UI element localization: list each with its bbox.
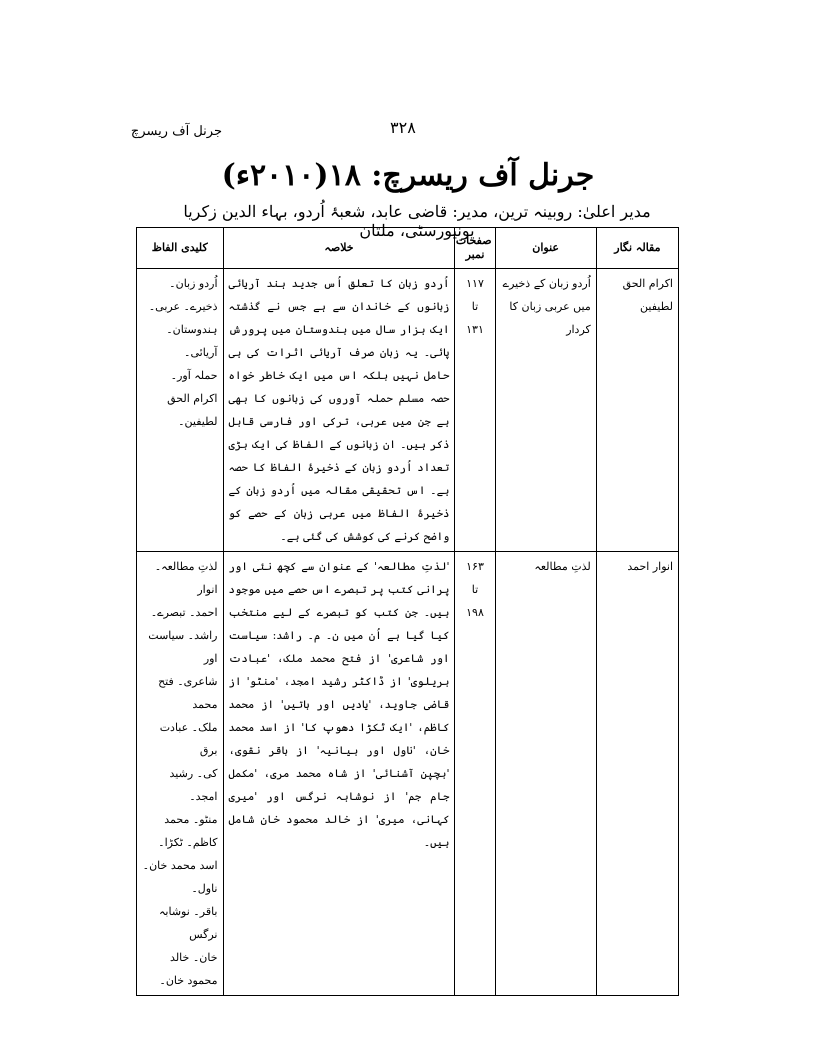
header-author: مقالہ نگار (596, 228, 678, 269)
keyword: احمد۔ تبصرے۔ (150, 606, 218, 619)
author-cell: اکرام الحق لطیفین (596, 269, 678, 552)
keyword: باقر۔ نوشابہ نرگس (158, 905, 218, 941)
page-start: ۱۱۷ (466, 277, 484, 290)
keyword: ہندوستان۔ آریائی۔ (166, 323, 218, 359)
keywords-cell (137, 269, 224, 552)
keyword: لذتِ مطالعہ۔ انوار (154, 560, 218, 596)
table-row (137, 269, 679, 552)
keyword: اکرام الحق لطیفین۔ (167, 392, 218, 428)
editorial-line: مدیر اعلیٰ: روبینہ ترین، مدیر: قاضی عابد، شعبۂ اُردو، بہاء الدین زکریا یونیورسٹی، ملتان (183, 202, 651, 240)
keyword: شاعری۔ فتح محمد (158, 675, 218, 711)
articles-table (136, 227, 679, 996)
summary-cell: 'لذتِ مطالعہ' کے عنوان سے کچھ نئی اور پرانی کتب پر تبصرے اس حصے میں موجود ہیں۔ جن کتب کو تبصرے کے لیے منتخب کیا گیا ہے اُن میں ن۔ م۔ راشد: سیاست اور شاعری' از فتح محمد ملک، 'عبادت بریلوی' از ڈاکٹر رشید امجد، 'منٹو' از قاضی جاوید، 'یادیں اور باتیں' از محمد کاظم، 'ایک ٹکڑا دھوپ کا' از اسد محمد خان، 'ناول اور بیانیہ' از باقر نقوی، 'بچپن آشنائی' از شاہ محمد مری، 'مکمل جام جم' از نوشابہ نرگس اور 'میری کہانی، میری' از خالد محمود خان شامل ہیں۔ (223, 552, 455, 996)
table-header-row (137, 228, 679, 269)
keyword: ملک۔ عبادت برق (159, 721, 218, 757)
page-end: ۱۳۱ (466, 323, 484, 336)
keyword: منٹو۔ محمد کاظم۔ ٹکڑا۔ (158, 813, 218, 849)
pages-cell (455, 552, 495, 996)
page-to: تا (471, 300, 479, 313)
page-to: تا (471, 583, 479, 596)
running-header: جرنل آف ریسرچ (130, 124, 222, 139)
keyword: اسد محمد خان۔ ناول۔ (142, 859, 218, 895)
header-keywords: کلیدی الفاظ (137, 228, 224, 269)
page-title: جرنل آف ریسرچ: ۱۸(۲۰۱۰ء) (221, 158, 595, 193)
keyword: راشد۔ سیاست اور (148, 629, 218, 665)
keyword: اُردو زبان۔ (169, 277, 218, 290)
keywords-cell (137, 552, 224, 996)
summary-cell: اُردو زبان کا تعلق اُس جدید ہند آریائی زبانوں کے خاندان سے ہے جس نے گذشتہ ایک ہزار سال میں ہندوستان میں پرورش پائی۔ یہ زبان صرف آریائی اثرات کی ہی حامل نہیں بلکہ اس میں ایک خاطر خواہ حصہ مسلم حملہ آوروں کی زبانوں کا بھی ہے جن میں عربی، ترکی اور فارسی قابل ذکر ہیں۔ ان زبانوں کے الفاظ کی ایک بڑی تعداد اُردو زبان کے ذخیرۂ الفاظ کا حصہ ہے۔ اس تحقیقی مقالہ میں اُردو زبان کے ذخیرۂ الفاظ میں عربی زبان کے حصے کو واضح کرنے کی کوشش کی گئی ہے۔ (223, 269, 455, 552)
keyword: ذخیرے۔ عربی۔ (148, 300, 218, 313)
header-pages: صفحات نمبر (455, 228, 495, 269)
title-cell: اُردو زبان کے ذخیرے میں عربی زبان کا کردار (495, 269, 596, 552)
keyword: حملہ آور۔ (170, 369, 218, 382)
keyword: کی۔ رشید امجد۔ (169, 767, 218, 803)
header-title: عنوان (495, 228, 596, 269)
header-summary: خلاصہ (223, 228, 455, 269)
pages-cell (455, 269, 495, 552)
page-start: ۱۶۳ (466, 560, 484, 573)
author-cell: انوار احمد (596, 552, 678, 996)
keyword: خان۔ خالد محمود خان۔ (159, 951, 218, 987)
page-end: ۱۹۸ (466, 606, 484, 619)
title-cell: لذتِ مطالعہ (495, 552, 596, 996)
page-number: ۳۲۸ (390, 118, 416, 137)
table-row (137, 552, 679, 996)
